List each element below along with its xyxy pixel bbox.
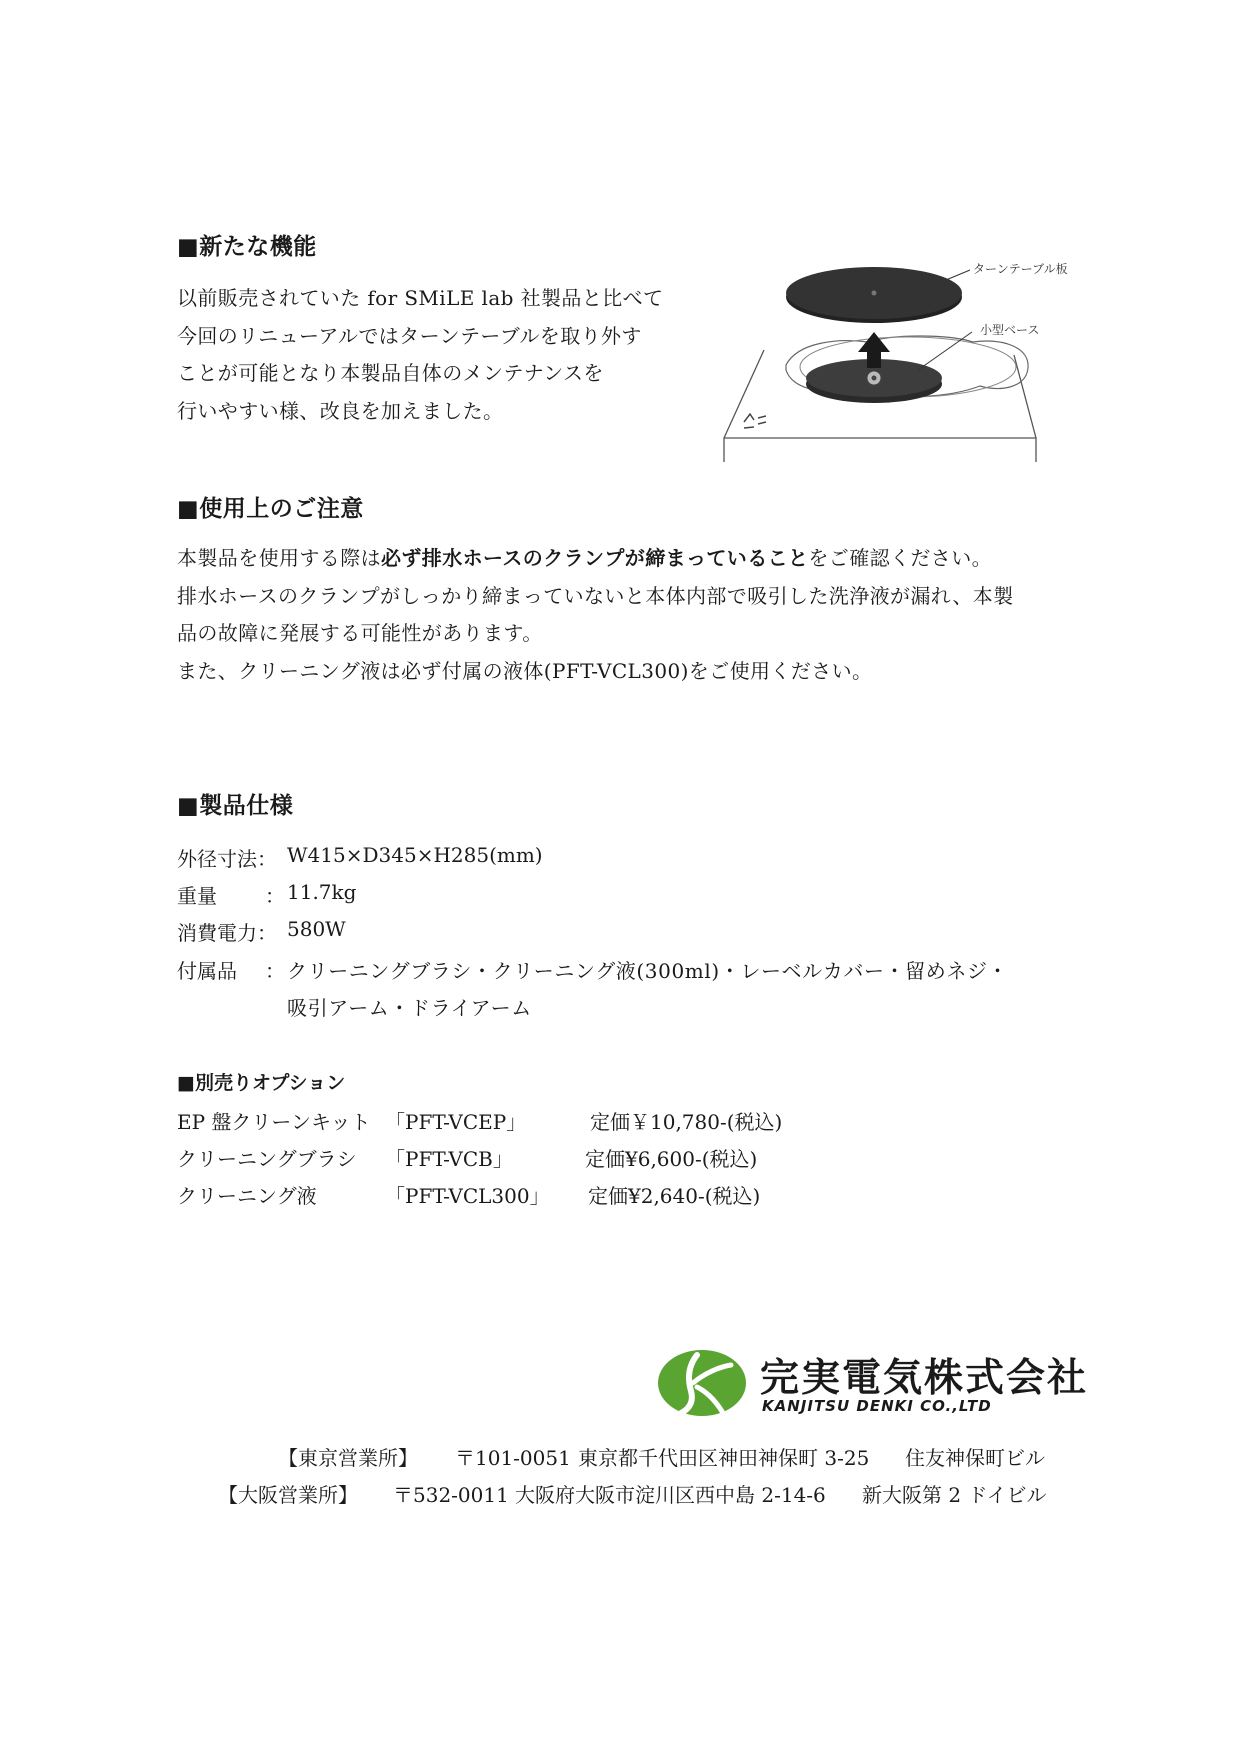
spec-label: 重量 — [177, 884, 217, 908]
spec-sep: ： — [257, 921, 277, 945]
office-building: 新大阪第 2 ドイビル — [862, 1483, 1047, 1507]
spec-sep: ： — [265, 959, 285, 983]
option-name: クリーニングブラシ — [177, 1147, 357, 1171]
label-turntable: ターンテーブル板 — [973, 262, 1068, 276]
text-line: 以前販売されていた for SMiLE lab 社製品と比べて — [177, 286, 664, 310]
emphasis-text: 必ず排水ホースのクランプが締まっていること — [381, 546, 809, 570]
turntable-diagram — [718, 250, 1098, 462]
spec-value: W415×D345×H285(mm) — [287, 843, 543, 867]
spec-value: 580W — [287, 917, 346, 941]
new-features-heading: ■新たな機能 — [177, 234, 317, 260]
company-name-ja: 完実電気株式会社 — [760, 1356, 1089, 1401]
office-row-osaka — [0, 1479, 1241, 1509]
office-address: 東京都千代田区神田神保町 3-25 — [578, 1446, 870, 1470]
option-model: 「PFT-VCB」 — [385, 1147, 513, 1171]
label-base: 小型ベース — [980, 323, 1040, 337]
leader-turntable — [946, 270, 970, 280]
office-zip: 〒101-0051 — [455, 1446, 571, 1470]
spec-value: 11.7kg — [287, 880, 357, 904]
usage-notes-heading: ■使用上のご注意 — [177, 496, 364, 522]
turntable-center — [872, 291, 877, 296]
text-line — [177, 540, 1014, 578]
logo-green-disc — [658, 1350, 746, 1416]
office-row-tokyo — [0, 1442, 1241, 1472]
spec-label: 付属品 — [177, 959, 237, 983]
spec-label: 消費電力 — [177, 921, 257, 945]
control-marks-icon — [744, 414, 766, 428]
housing-left-edge — [724, 350, 764, 462]
office-label: 【東京営業所】 — [278, 1446, 418, 1470]
office-address: 大阪府大阪市淀川区西中島 2-14-6 — [515, 1483, 826, 1507]
specs-heading: ■製品仕様 — [177, 793, 294, 819]
spec-label: 外径寸法 — [177, 847, 257, 871]
office-zip: 〒532-0011 — [393, 1483, 509, 1507]
option-price: 定価¥6,600-(税込) — [585, 1147, 758, 1171]
company-name-en: KANJITSU DENKI CO.,LTD — [762, 1397, 992, 1415]
spec-sep: ： — [257, 847, 277, 871]
text-line: 排水ホースのクランプがしっかり締まっていないと本体内部で吸引した洗浄液が漏れ、本製 — [177, 583, 1014, 608]
text-line: ことが可能となり本製品自体のメンテナンスを — [177, 361, 604, 385]
option-model: 「PFT-VCL300」 — [385, 1184, 550, 1208]
text-line: 今回のリニューアルではターンテーブルを取り外す — [177, 323, 642, 348]
spindle-center — [872, 376, 877, 381]
option-price: 定価¥2,640-(税込) — [588, 1184, 761, 1208]
new-features-text — [177, 280, 663, 430]
housing-front-edge — [724, 438, 1036, 462]
company-logo-icon — [657, 1347, 747, 1419]
option-name: EP 盤クリーンキット — [177, 1110, 371, 1134]
text-fragment: をご確認ください。 — [808, 546, 993, 570]
usage-notes-text — [177, 540, 1014, 690]
text-fragment: 本製品を使用する際は — [177, 546, 381, 570]
option-model: 「PFT-VCEP」 — [385, 1110, 527, 1134]
office-label: 【大阪営業所】 — [218, 1483, 358, 1507]
housing-right-edge — [1014, 355, 1036, 438]
text-line: また、クリーニング液は必ず付属の液体(PFT-VCL300)をご使用ください。 — [177, 658, 873, 683]
spec-value: クリーニングブラシ・クリーニング液(300ml)・レーベルカバー・留めネジ・ — [287, 959, 1009, 983]
spec-sep: ： — [265, 884, 285, 908]
text-line: 品の故障に発展する可能性があります。 — [177, 621, 543, 645]
option-price: 定価￥10,780-(税込) — [590, 1110, 783, 1134]
spec-value-continued: 吸引アーム・ドライアーム — [287, 996, 532, 1020]
options-heading: ■別売りオプション — [177, 1072, 346, 1094]
spec-row — [177, 843, 257, 872]
text-line: 行いやすい様、改良を加えました。 — [177, 398, 504, 423]
option-name: クリーニング液 — [177, 1184, 317, 1208]
office-building: 住友神保町ビル — [905, 1446, 1045, 1470]
